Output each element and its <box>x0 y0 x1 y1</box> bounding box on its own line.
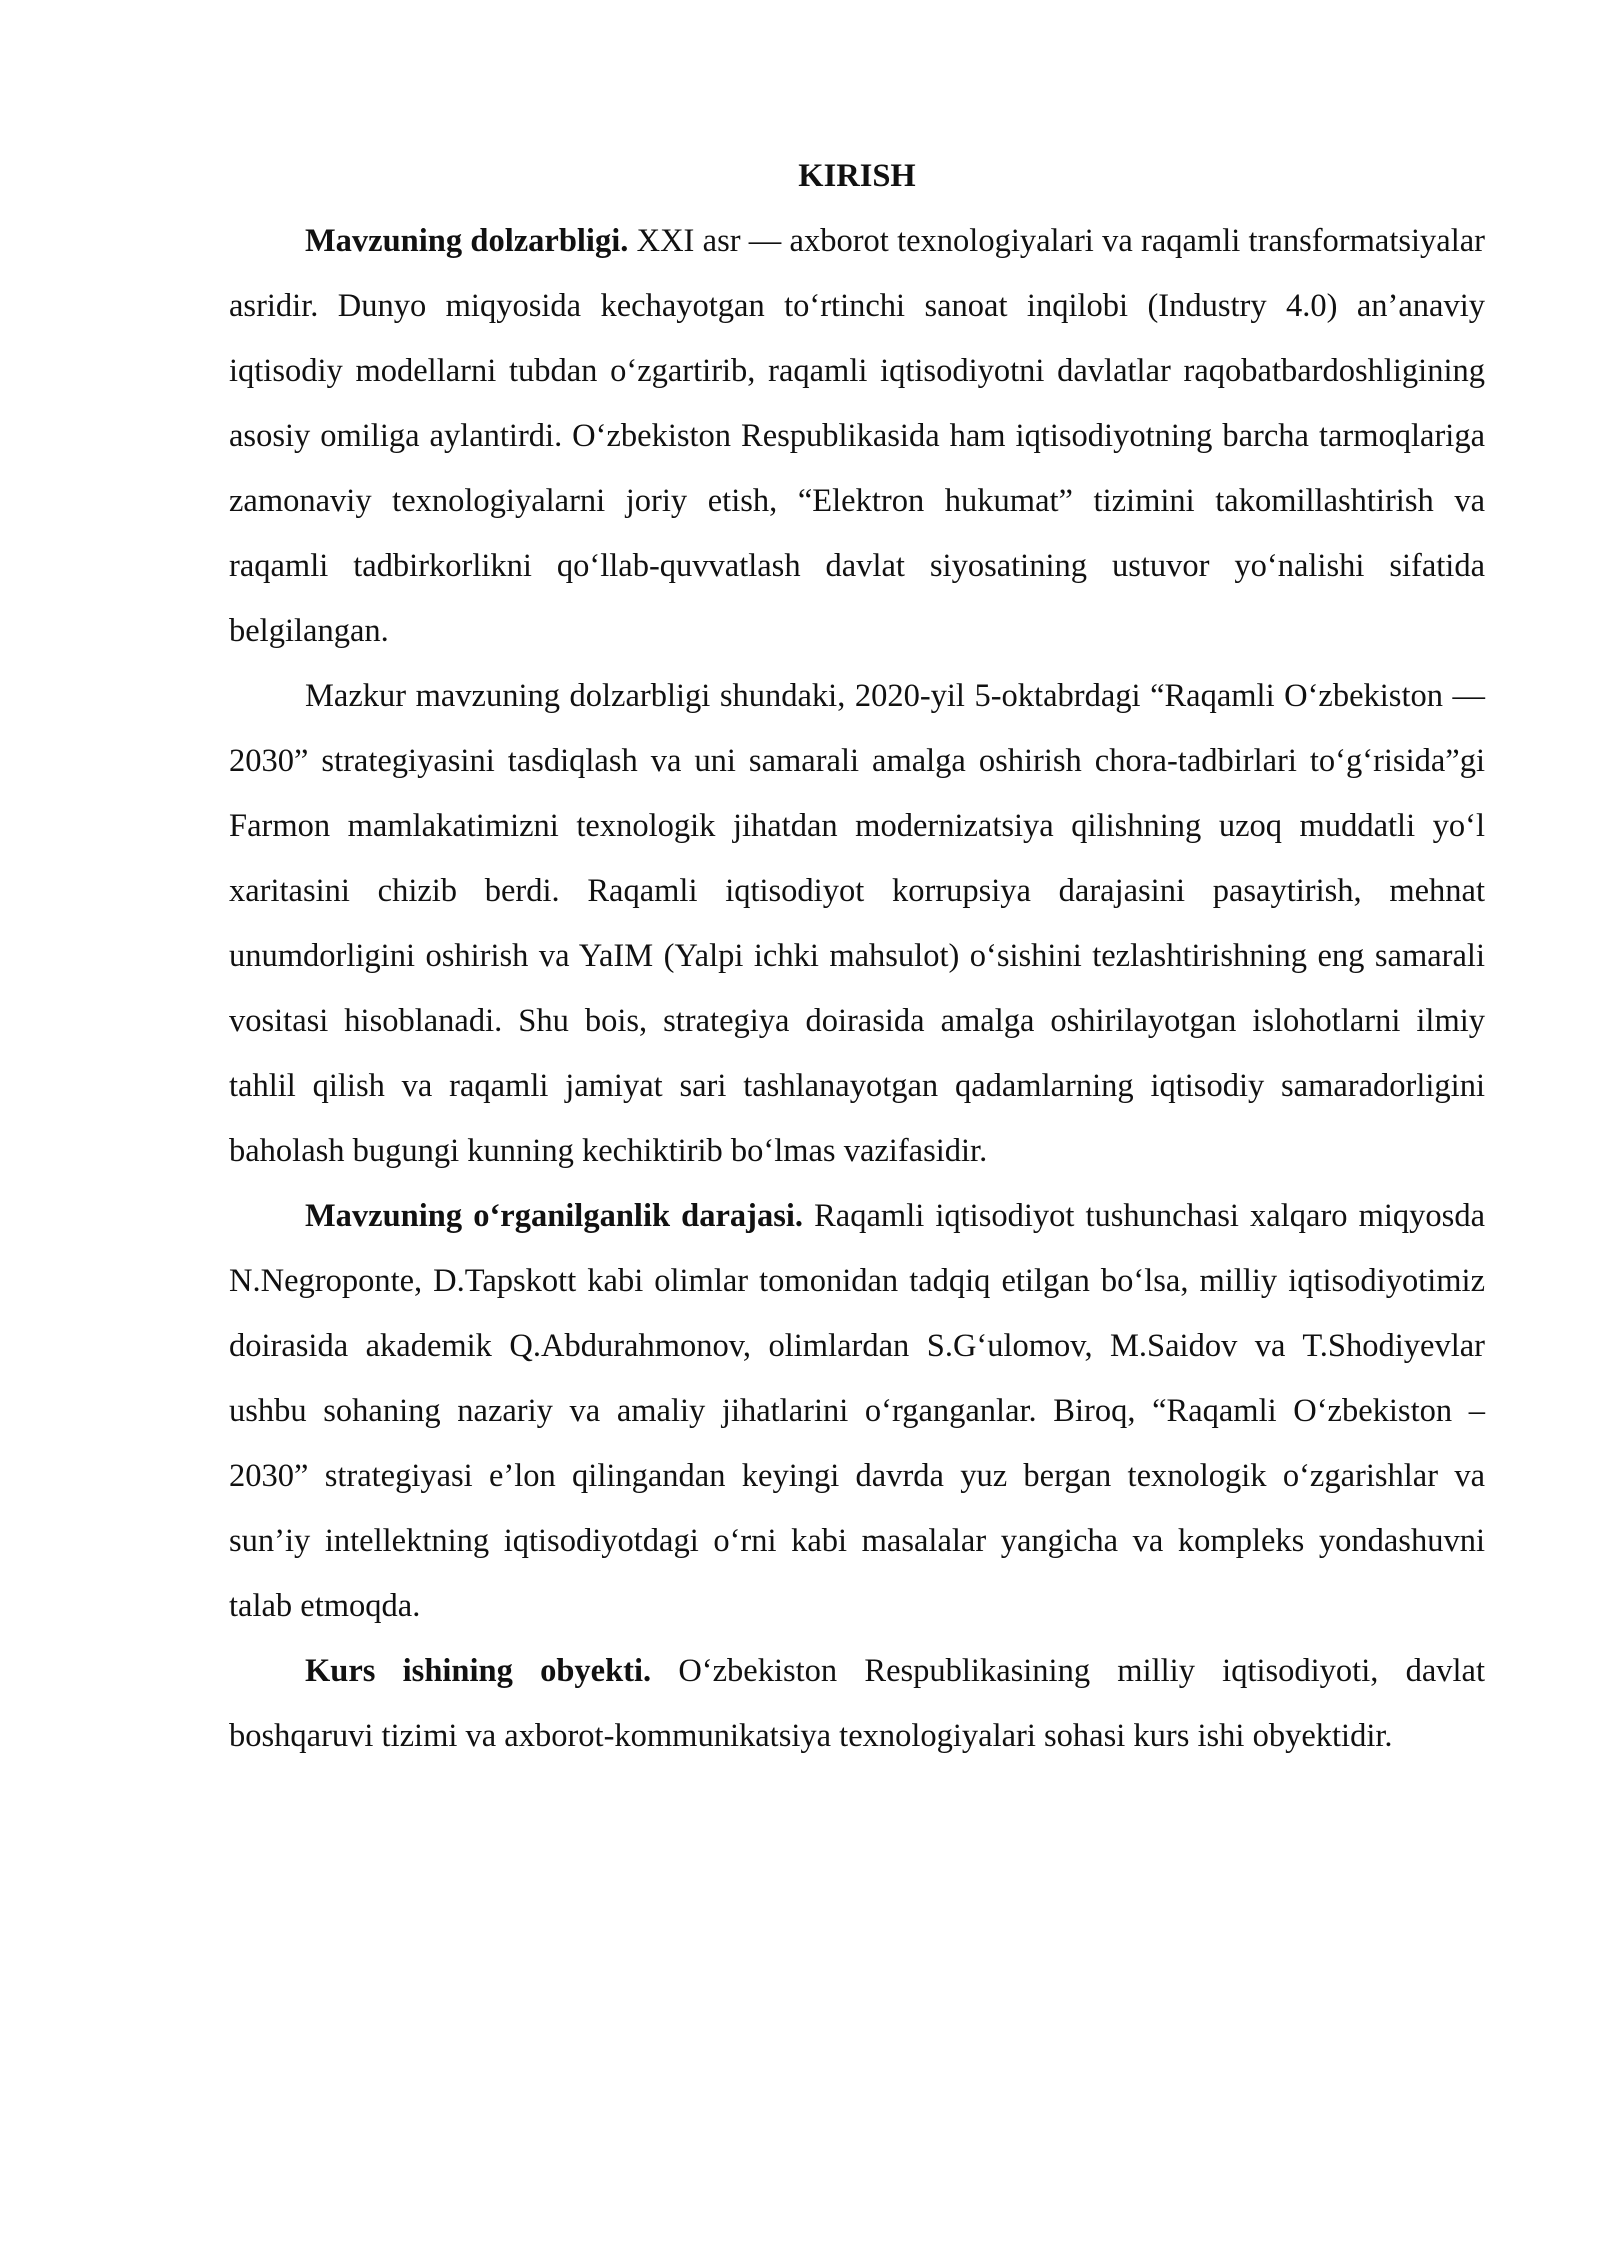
paragraph-text: Raqamli iqtisodiyot tushunchasi xalqaro miqyosda N.Negroponte, D.Tapskott kabi olimlar tomonidan tadqiq etilgan bo‘lsa, milliy iqtisodiyotimiz doirasida akademik Q.Abdurahmonov, olimlardan S.G‘ulomov, M.Saidov va T.Shodiyevlar ushbu sohaning nazariy va amaliy jihatlarini o‘rganganlar. Biroq, “Raqamli O‘zbekiston – 2030” strategiyasi e’lon qilingandan keyingi davrda yuz bergan texnologik o‘zgarishlar va sun’iy intellektning iqtisodiyotdagi o‘rni kabi masalalar yangicha va kompleks yondashuvni talab etmoqda. <box>229 1198 1485 1624</box>
paragraph-lead: Mavzuning o‘rganilganlik darajasi. <box>305 1198 804 1234</box>
document-body <box>229 144 1485 1769</box>
paragraph-study-level <box>229 1184 1485 1639</box>
paragraph-lead: Kurs ishining obyekti. <box>305 1653 652 1689</box>
paragraph-relevance <box>229 209 1485 664</box>
paragraph-object <box>229 1639 1485 1769</box>
page-title: KIRISH <box>798 158 916 194</box>
paragraph-lead: Mavzuning dolzarbligi. <box>305 223 629 259</box>
paragraph-text: XXI asr — axborot texnologiyalari va raqamli transformatsiyalar asridir. Dunyo miqyosida kechayotgan to‘rtinchi sanoat inqilobi (Industry 4.0) an’anaviy iqtisodiy modellarni tubdan o‘zgartirib, raqamli iqtisodiyotni davlatlar raqobatbardoshligining asosiy omiliga aylantirdi. O‘zbekiston Respublikasida ham iqtisodiyotning barcha tarmoqlariga zamonaviy texnologiyalarni joriy etish, “Elektron hukumat” tizimini takomillashtirish va raqamli tadbirkorlikni qo‘llab-quvvatlash davlat siyosatining ustuvor yo‘nalishi sifatida belgilangan. <box>229 223 1485 649</box>
paragraph-text: Mazkur mavzuning dolzarbligi shundaki, 2020-yil 5-oktabrdagi “Raqamli O‘zbekiston — 2030” strategiyasini tasdiqlash va uni samarali amalga oshirish chora-tadbirlari to‘g‘risida”gi Farmon mamlakatimizni texnologik jihatdan modernizatsiya qilishning uzoq muddatli yo‘l xaritasini chizib berdi. Raqamli iqtisodiyot korrupsiya darajasini pasaytirish, mehnat unumdorligini oshirish va YaIM (Yalpi ichki mahsulot) o‘sishini tezlashtirishning eng samarali vositasi hisoblanadi. Shu bois, strategiya doirasida amalga oshirilayotgan islohotlarni ilmiy tahlil qilish va raqamli jamiyat sari tashlanayotgan qadamlarning iqtisodiy samaradorligini baholash bugungi kunning kechiktirib bo‘lmas vazifasidir. <box>229 678 1485 1169</box>
paragraph-text: O‘zbekiston Respublikasining milliy iqtisodiyoti, davlat boshqaruvi tizimi va axborot-kommunikatsiya texnologiyalari sohasi kurs ishi obyektidir. <box>229 1653 1485 1754</box>
paragraph-strategy <box>229 664 1485 1184</box>
